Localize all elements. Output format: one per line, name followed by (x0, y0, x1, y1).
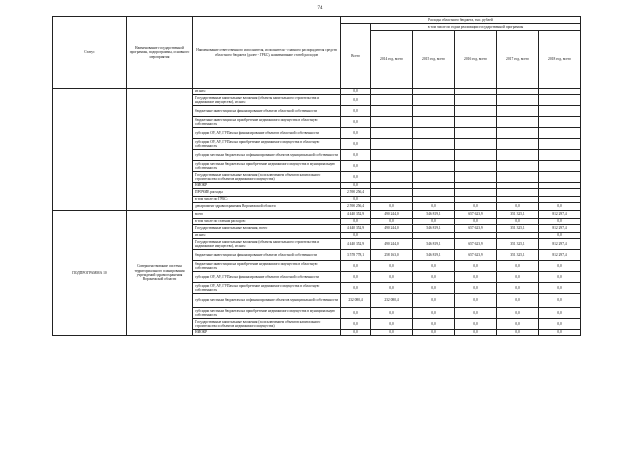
year-cell (539, 95, 581, 106)
year-cell (371, 95, 413, 106)
year-cell: 0,0 (455, 319, 497, 330)
year-cell: 0,0 (371, 319, 413, 330)
total-cell: 0,0 (341, 139, 371, 150)
row-label: в том числе по статьям расходов: (193, 219, 341, 225)
year-cell: 351 325,1 (497, 211, 539, 219)
col-year: 2016 год, всего (455, 31, 497, 89)
year-cell: 0,0 (455, 203, 497, 211)
total-cell: 0,0 (341, 183, 371, 189)
row-label: бюджетные инвестиции на финансирование объектов областной собственности (193, 250, 341, 261)
col-status: Статус (53, 17, 127, 89)
program-cell (127, 89, 193, 211)
year-cell: 351 325,1 (497, 250, 539, 261)
year-cell (497, 172, 539, 183)
row-label: бюджетные инвестиции на приобретение недвижимого имущества в областную собственность (193, 117, 341, 128)
col-program: Наименование государственной программы, подпрограммы, основного мероприятия (127, 17, 193, 89)
year-cell (371, 189, 413, 197)
row-label: субсидии местным бюджетам на приобретение недвижимого имущества в муниципальную собственность (193, 308, 341, 319)
year-cell (371, 150, 413, 161)
year-cell: 0,0 (455, 330, 497, 336)
year-cell: 0,0 (539, 283, 581, 294)
col-total: Всего (341, 24, 371, 89)
year-cell (413, 117, 455, 128)
total-cell: 4 440 352,9 (341, 211, 371, 219)
year-cell (455, 189, 497, 197)
page-number: 74 (317, 6, 323, 11)
year-cell (539, 139, 581, 150)
row-label: субсидии местным бюджетам на приобретение недвижимого имущества в муниципальную собственность (193, 161, 341, 172)
year-cell: 0,0 (455, 261, 497, 272)
year-cell: 490 244,0 (371, 211, 413, 219)
year-cell (539, 150, 581, 161)
total-cell: 0,0 (341, 161, 371, 172)
year-cell (413, 172, 455, 183)
year-cell: 0,0 (413, 219, 455, 225)
year-cell: 546 819,1 (413, 225, 455, 233)
year-cell: 0,0 (455, 308, 497, 319)
row-label: Государственные капитальные вложения (за исключением объектов капитального строительства и объектов недвижимого имущества) (193, 172, 341, 183)
year-cell: 0,0 (413, 272, 455, 283)
year-cell (413, 161, 455, 172)
year-cell: 0,0 (413, 261, 455, 272)
year-cell: 657 623,9 (455, 250, 497, 261)
col-expenses: Расходы областного бюджета, тыс. рублей (341, 17, 581, 24)
row-label: ПРОЧИЕ расходы (193, 189, 341, 197)
total-cell: 0,0 (341, 89, 371, 95)
total-cell: 0,0 (341, 308, 371, 319)
year-cell: 0,0 (497, 308, 539, 319)
col-year: 2018 год, всего (539, 31, 581, 89)
year-cell: 812 297,4 (539, 239, 581, 250)
total-cell: 0,0 (341, 150, 371, 161)
year-cell: 0,0 (371, 283, 413, 294)
year-cell: 546 819,1 (413, 239, 455, 250)
year-cell (539, 161, 581, 172)
table-body (53, 89, 581, 336)
year-cell: 0,0 (371, 203, 413, 211)
year-cell (539, 106, 581, 117)
col-executors: Наименование ответственного исполнителя, исполнителя - главного распорядителя средств областного бюджета (далее - ГРБС), наименование статей расходов (193, 17, 341, 89)
row-label: Государственные капитальные вложения (объекты капитального строительства и надвижимое имущество), из них: (193, 239, 341, 250)
status-cell (53, 89, 127, 211)
year-cell (497, 189, 539, 197)
year-cell: 232 080,4 (371, 294, 413, 308)
row-label: из них: (193, 233, 341, 239)
year-cell (497, 117, 539, 128)
year-cell: 0,0 (497, 203, 539, 211)
year-cell: 812 297,4 (539, 211, 581, 219)
year-cell: 0,0 (497, 294, 539, 308)
year-cell (455, 161, 497, 172)
year-cell (371, 128, 413, 139)
year-cell: 0,0 (539, 330, 581, 336)
year-cell: 546 819,1 (413, 211, 455, 219)
row-label: НИОКР (193, 183, 341, 189)
row-label: бюджетные инвестиции на финансирование объектов областной собственности (193, 106, 341, 117)
year-cell (539, 172, 581, 183)
year-cell: 0,0 (455, 272, 497, 283)
row-label: департамент здравоохранения Воронежской области (193, 203, 341, 211)
col-year: 2014 год, всего (371, 31, 413, 89)
row-label: субсидии местным бюджетам на софинансирование объектов муниципальной собственности (193, 294, 341, 308)
total-cell: 2 590 256,4 (341, 203, 371, 211)
subprogram-name: Совершенствование системы территориального планирования учреждений здравоохранения Воронежской области (127, 211, 193, 336)
year-cell (497, 139, 539, 150)
total-cell: 0,0 (341, 330, 371, 336)
year-cell (539, 128, 581, 139)
year-cell (371, 117, 413, 128)
year-cell (371, 139, 413, 150)
row-label: в том числе по ГРБС: (193, 197, 341, 203)
table-row (53, 211, 581, 219)
year-cell: 351 325,1 (497, 239, 539, 250)
year-cell: 0,0 (413, 294, 455, 308)
year-cell: 0,0 (371, 219, 413, 225)
year-cell: 657 623,9 (455, 225, 497, 233)
year-cell (497, 106, 539, 117)
year-cell (413, 150, 455, 161)
year-cell: 0,0 (539, 261, 581, 272)
year-cell: 0,0 (539, 308, 581, 319)
total-cell: 0,0 (341, 117, 371, 128)
year-cell: 546 819,1 (413, 250, 455, 261)
year-cell: 812 297,4 (539, 250, 581, 261)
total-cell: 0,0 (341, 283, 371, 294)
year-cell: 0,0 (497, 219, 539, 225)
budget-table (52, 16, 581, 336)
year-cell (413, 128, 455, 139)
row-label: из них: (193, 89, 341, 95)
year-cell: 0,0 (413, 319, 455, 330)
col-breakdown: в том числе по годам реализации государственной программы (371, 24, 581, 31)
year-cell: 258 163,0 (371, 250, 413, 261)
total-cell: 0,0 (341, 261, 371, 272)
total-cell: 0,0 (341, 128, 371, 139)
row-label: Государственные капитальные вложения, всего (193, 225, 341, 233)
year-cell (455, 139, 497, 150)
row-label: бюджетные инвестиции на приобретение недвижимого имущества в областную собственность (193, 261, 341, 272)
year-cell (413, 106, 455, 117)
year-cell (455, 150, 497, 161)
year-cell: 0,0 (497, 330, 539, 336)
year-cell (413, 189, 455, 197)
year-cell: 0,0 (539, 219, 581, 225)
year-cell: 0,0 (539, 319, 581, 330)
year-cell (413, 139, 455, 150)
year-cell (371, 172, 413, 183)
year-cell: 0,0 (371, 272, 413, 283)
year-cell (455, 128, 497, 139)
year-cell: 0,0 (371, 330, 413, 336)
year-cell (497, 150, 539, 161)
total-cell: 0,0 (341, 95, 371, 106)
year-cell (371, 161, 413, 172)
year-cell: 0,0 (539, 294, 581, 308)
year-cell (413, 95, 455, 106)
year-cell: 0,0 (371, 308, 413, 319)
year-cell: 0,0 (539, 272, 581, 283)
year-cell: 0,0 (371, 261, 413, 272)
total-cell: 232 080,4 (341, 294, 371, 308)
year-cell: 0,0 (497, 319, 539, 330)
year-cell: 812 297,4 (539, 225, 581, 233)
total-cell: 4 440 352,9 (341, 239, 371, 250)
row-label: Государственные капитальные вложения (за исключением объектов капитального строительства и объектов недвижимого имущества) (193, 319, 341, 330)
year-cell: 0,0 (413, 283, 455, 294)
year-cell (539, 189, 581, 197)
year-cell: 0,0 (455, 219, 497, 225)
row-label: субсидии ОУ, АУ, ГУПам на приобретение недвижимого имущества в областную собственность (193, 283, 341, 294)
year-cell: 657 623,9 (455, 239, 497, 250)
year-cell: 0,0 (413, 330, 455, 336)
col-year: 2015 год, всего (413, 31, 455, 89)
year-cell (497, 128, 539, 139)
total-cell: 4 440 352,9 (341, 225, 371, 233)
row-label: субсидии ОУ, АУ, ГУПам на приобретение недвижимого имущества в областную собственность (193, 139, 341, 150)
total-cell: 2 590 256,4 (341, 189, 371, 197)
year-cell: 0,0 (497, 272, 539, 283)
year-cell: 0,0 (413, 308, 455, 319)
year-cell (371, 106, 413, 117)
total-cell: 0,0 (341, 319, 371, 330)
year-cell (455, 117, 497, 128)
col-year: 2017 год, всего (497, 31, 539, 89)
total-cell: 0,0 (341, 272, 371, 283)
total-cell: 3 578 778,1 (341, 250, 371, 261)
year-cell: 0,0 (539, 203, 581, 211)
year-cell (497, 161, 539, 172)
year-cell: 490 244,0 (371, 225, 413, 233)
year-cell (455, 95, 497, 106)
year-cell: 0,0 (455, 283, 497, 294)
row-label: всего (193, 211, 341, 219)
year-cell (455, 172, 497, 183)
row-label: субсидии ОУ, АУ, ГУПам на финансирование объектов областной собственности (193, 272, 341, 283)
year-cell (497, 95, 539, 106)
row-label: НИОКР (193, 330, 341, 336)
year-cell: 0,0 (497, 261, 539, 272)
year-cell (455, 106, 497, 117)
year-cell: 0,0 (413, 203, 455, 211)
total-cell: 0,0 (341, 233, 371, 239)
total-cell: 0,0 (341, 106, 371, 117)
year-cell: 0,0 (455, 294, 497, 308)
total-cell: 0,0 (341, 197, 371, 203)
subprogram-status: ПОДПРОГРАММА 10 (53, 211, 127, 336)
row-label: Государственные капитальные вложения (объекты капитального строительства и надвижимое имущество), из них: (193, 95, 341, 106)
total-cell: 0,0 (341, 172, 371, 183)
year-cell (539, 117, 581, 128)
year-cell: 490 244,0 (371, 239, 413, 250)
total-cell: 0,0 (341, 219, 371, 225)
year-cell: 657 623,9 (455, 211, 497, 219)
row-label: субсидии местным бюджетам на софинансирование объектов муниципальной собственности (193, 150, 341, 161)
year-cell: 351 325,1 (497, 225, 539, 233)
year-cell: 0,0 (497, 283, 539, 294)
year-cell: 0,0 (539, 233, 581, 239)
row-label: субсидии ОУ, АУ, ГУПам на финансирование объектов областной собственности (193, 128, 341, 139)
